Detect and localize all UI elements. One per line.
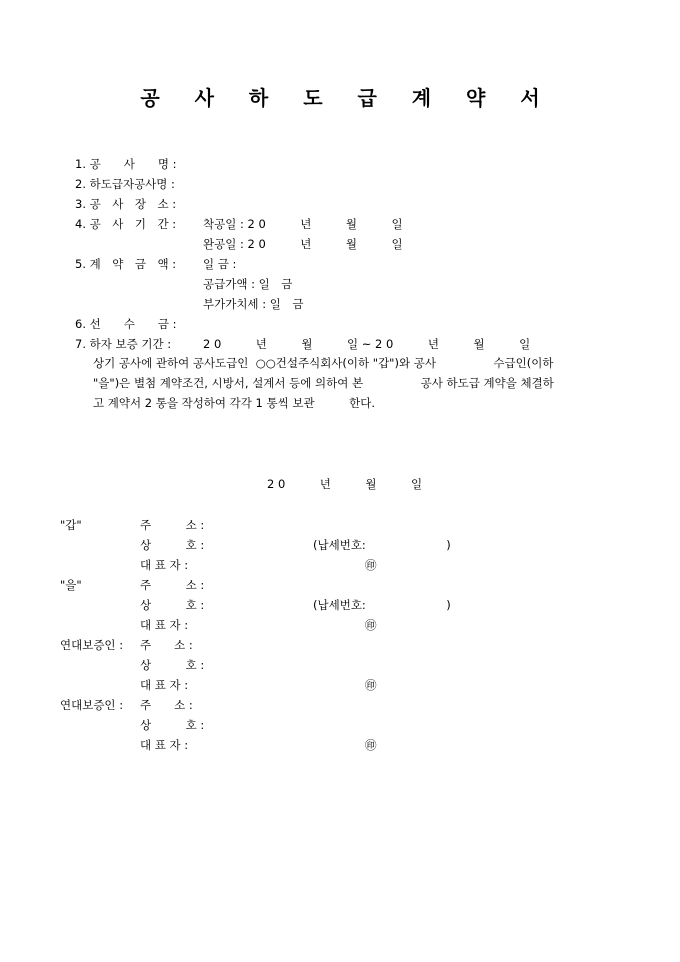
paragraph-line-1: 상기 공사에 관하여 공사도급인 ○○건설주식회사(이하 "갑")와 공사 수급인(이하 xyxy=(93,356,554,370)
item-project-name-label: 1. 공 사 명 : xyxy=(75,157,177,171)
gap-company-label: 상 호 : xyxy=(140,538,205,552)
guarantor1-company-label: 상 호 : xyxy=(140,658,205,672)
item-amount-supply: 공급가액 : 일 금 xyxy=(203,277,293,291)
guarantor1-address-label: 주 소 : xyxy=(140,638,193,652)
guarantor2-rep-label: 대 표 자 : xyxy=(140,738,189,752)
item-period-start: 착공일 : 2 0 년 월 일 xyxy=(203,217,403,231)
guarantor1-seal-icon: ㊞ xyxy=(365,678,377,692)
item-period-end: 완공일 : 2 0 년 월 일 xyxy=(203,237,403,251)
paragraph-line-3: 고 계약서 2 통을 작성하여 각각 1 통씩 보관 한다. xyxy=(93,396,375,410)
item-subcontract-name-label: 2. 하도급자공사명 : xyxy=(75,177,175,191)
item-amount-vat: 부가가치세 : 일 금 xyxy=(203,297,304,311)
contract-paragraph xyxy=(93,353,633,413)
contract-date: 2 0 년 월 일 xyxy=(267,477,423,491)
party-gap-label: "갑" xyxy=(60,518,82,532)
item-site-location-label: 3. 공 사 장 소 : xyxy=(75,197,177,211)
gap-rep-label: 대 표 자 : xyxy=(140,558,189,572)
item-warranty-value: 2 0 년 월 일 ~ 2 0 년 월 일 xyxy=(203,337,531,351)
document-title: 공 사 하 도 급 계 약 서 xyxy=(140,86,554,110)
gap-tax-number: (납세번호: ) xyxy=(313,538,451,552)
guarantor2-address-label: 주 소 : xyxy=(140,698,193,712)
item-advance-label: 6. 선 수 금 : xyxy=(75,317,177,331)
eul-tax-number: (납세번호: ) xyxy=(313,598,451,612)
party-eul-label: "을" xyxy=(60,578,82,592)
item-period-label: 4. 공 사 기 간 : xyxy=(75,217,177,231)
guarantor2-seal-icon: ㊞ xyxy=(365,738,377,752)
guarantor1-rep-label: 대 표 자 : xyxy=(140,678,189,692)
gap-address-label: 주 소 : xyxy=(140,518,205,532)
eul-company-label: 상 호 : xyxy=(140,598,205,612)
item-warranty-label: 7. 하자 보증 기간 : xyxy=(75,337,172,351)
guarantor2-company-label: 상 호 : xyxy=(140,718,205,732)
guarantor2-label: 연대보증인 : xyxy=(60,698,124,712)
eul-rep-label: 대 표 자 : xyxy=(140,618,189,632)
item-amount-total: 일 금 : xyxy=(203,257,237,271)
item-amount-label: 5. 계 약 금 액 : xyxy=(75,257,177,271)
eul-seal-icon: ㊞ xyxy=(365,618,377,632)
paragraph-line-2: "을")은 별첨 계약조건, 시방서, 설계서 등에 의하여 본 공사 하도급 계약을 체결하 xyxy=(93,376,554,390)
gap-seal-icon: ㊞ xyxy=(365,558,377,572)
eul-address-label: 주 소 : xyxy=(140,578,205,592)
guarantor1-label: 연대보증인 : xyxy=(60,638,124,652)
